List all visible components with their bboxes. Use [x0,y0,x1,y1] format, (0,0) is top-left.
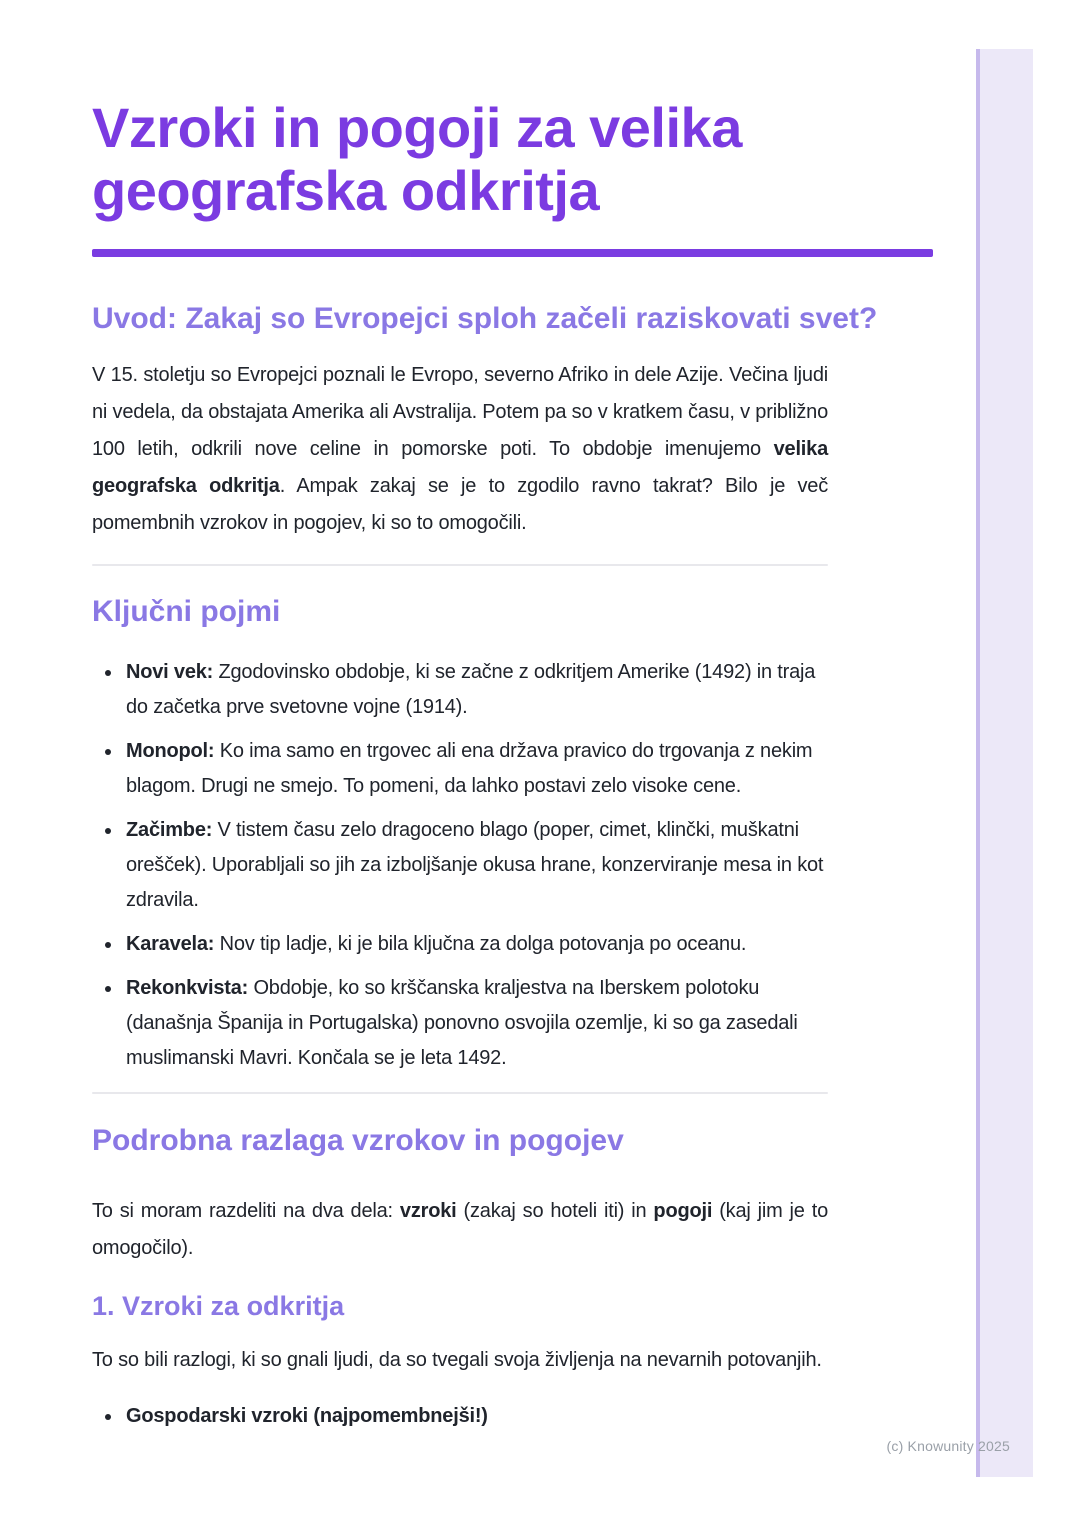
bullet-icon [105,749,111,755]
split-text: To si moram razdeliti na dva dela: [92,1200,400,1222]
section-heading-podrobna: Podrobna razlaga vzrokov in pogojev [92,1124,624,1157]
bullet-icon [105,986,111,992]
reasons-paragraph: To so bili razlogi, ki so gnali ljudi, da so tvegali svoja življenja na nevarnih potovanjih. [92,1349,822,1371]
term-label: Rekonkvista: [126,977,249,999]
copyright-watermark: (c) Knowunity 2025 [886,1438,1010,1454]
term-label: Začimbe: [126,819,213,841]
term-definition: V tistem času zelo dragoceno blago (poper, cimet, klinčki, muškatni orešček). Uporabljali so jih za izboljšanje okusa hrane, konzerviranje mesa in kot zdravila. [126,819,824,911]
bullet-icon [105,942,111,948]
list-item [92,1399,828,1434]
title-underline [92,249,933,257]
bullet-icon [105,1414,111,1420]
key-terms-list [92,655,828,1076]
list-item [92,734,828,804]
term-definition: Nov tip ladje, ki je bila ključna za dolga potovanja po oceanu. [214,933,747,955]
list-item [92,655,828,725]
page-title: Vzroki in pogoji za velika geografska odkritja [92,96,742,222]
reasons-list [92,1399,828,1434]
term-label: Karavela: [126,933,215,955]
section-heading-kljucni-pojmi: Ključni pojmi [92,595,281,628]
split-text: (kaj jim je to omogočilo). [92,1200,828,1259]
bold-term: velika geografska odkritja [92,438,828,497]
term-definition: Zgodovinsko obdobje, ki se začne z odkritjem Amerike (1492) in traja do začetka prve svetovne vojne (1914). [126,661,816,718]
list-item [92,971,828,1076]
term-definition: Obdobje, ko so krščanska kraljestva na Iberskem polotoku (današnja Španija in Portugalska) ponovno osvojila ozemlje, ki so ga zasedali muslimanski Mavri. Končala se je leta 1492. [126,977,798,1069]
bullet-icon [105,828,111,834]
split-paragraph [92,1193,828,1267]
section-divider [92,1092,828,1094]
document-content [92,0,933,1434]
term-definition: Ko ima samo en trgovec ali ena država pravico do trgovanja z nekim blagom. Drugi ne smejo. To pomeni, da lahko postavi zelo visoke cene. [126,740,813,797]
split-text: (zakaj so hoteli iti) in [456,1200,654,1222]
subsection-heading-vzroki: 1. Vzroki za odkritja [92,1291,345,1321]
section-heading-uvod: Uvod: Zakaj so Evropejci sploh začeli raziskovati svet? [92,302,878,335]
intro-paragraph [92,357,828,542]
list-item [92,813,828,918]
intro-text: . Ampak zakaj se je to zgodilo ravno takrat? Bilo je več pomembnih vzrokov in pogojev, ki so to omogočili. [92,475,829,534]
intro-text: V 15. stoletju so Evropejci poznali le Evropo, severno Afriko in dele Azije. Večina ljudi ni vedela, da obstajata Amerika ali Avstralija. Potem pa so v kratkem času, v približno 100 letih, odkrili nove celine in pomorske poti. To obdobje imenujemo [92,364,828,460]
list-item [92,927,828,962]
bold-term: vzroki [399,1200,457,1222]
term-label: Gospodarski vzroki (najpomembnejši!) [126,1405,488,1427]
term-label: Monopol: [126,740,215,762]
term-label: Novi vek: [126,661,214,683]
section-divider [92,564,828,566]
bold-term: pogoji [653,1200,713,1222]
page-margin-strip [976,49,1033,1477]
bullet-icon [105,670,111,676]
